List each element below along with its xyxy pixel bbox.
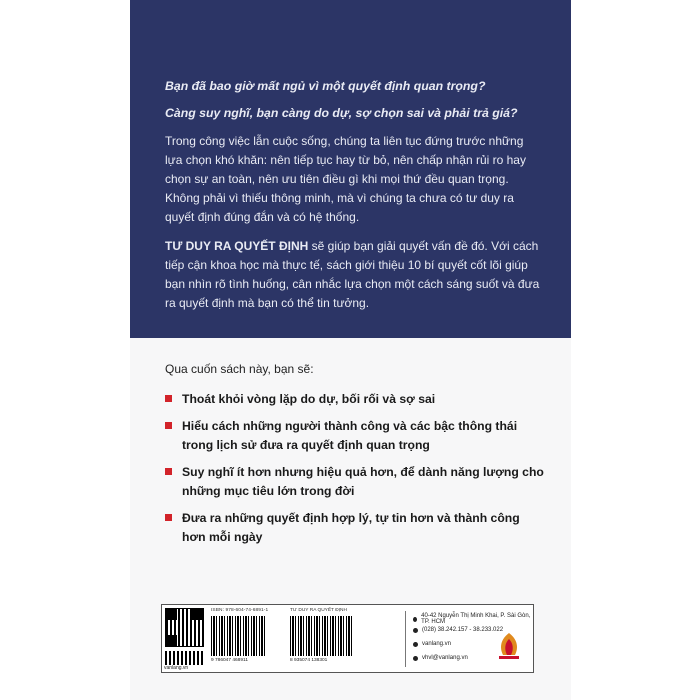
divider — [405, 611, 406, 667]
website-text: vanlang.vn — [422, 641, 452, 647]
globe-icon — [413, 642, 418, 647]
address-line — [413, 613, 533, 625]
barcode-number-1: 9 786047 468911 — [211, 658, 248, 663]
list-item — [165, 390, 545, 409]
mail-icon — [413, 656, 418, 661]
barcode-icon — [290, 616, 352, 656]
isbn-text: ISBN: 978-604-74-6891-1 — [211, 608, 269, 613]
publisher-footer — [161, 604, 534, 673]
location-icon — [413, 617, 417, 622]
bullet-text: Suy nghĩ ít hơn nhưng hiệu quả hơn, để dành năng lượng cho những mục tiêu lớn trong đời — [182, 465, 544, 498]
barcode-title: TƯ DUY RA QUYẾT ĐỊNH — [290, 608, 347, 613]
list-item — [165, 509, 545, 547]
paragraph-1: Trong công việc lẫn cuộc sống, chúng ta liên tục đứng trước những lựa chọn khó khăn: nên tiếp tục hay từ bỏ, nên chấp nhận rủi ro hay chọn sự an toàn, nên ưu tiên điều gì khi mọi thứ đều quan trọng. Không phải vì thiếu thông minh, mà vì chúng ta chưa có tư duy ra quyết định đúng đắn và có hệ thống. — [165, 134, 526, 224]
phone-icon — [413, 628, 418, 633]
paragraph-2 — [165, 237, 540, 313]
barcode-number-2: 8 935074 138301 — [290, 658, 328, 663]
email-text: vhvl@vanlang.vn — [422, 655, 468, 661]
bullet-text: Hiểu cách những người thành công và các bậc thông thái trong lịch sử đưa ra quyết định quan trọng — [182, 419, 518, 452]
red-square-bullet-icon — [165, 395, 172, 402]
website-line — [413, 641, 451, 647]
blue-panel — [130, 0, 571, 338]
qr-pattern — [165, 651, 204, 665]
list-item — [165, 463, 545, 501]
phone-line — [413, 627, 503, 633]
phone-text: (028) 38.242.157 - 38.233.022 — [422, 627, 504, 633]
list-item — [165, 417, 545, 455]
question-1: Bạn đã bao giờ mất ngủ vì một quyết định quan trọng? — [165, 79, 486, 93]
paragraph-2-body: sẽ giúp bạn giải quyết vấn đề đó. Với cách tiếp cận khoa học mà thực tế, sách giới thiệu 10 bí quyết cốt lõi giúp bạn nhìn rõ tình huống, cân nhắc lựa chọn một cách sáng suốt và đưa ra quyết định mà bạn có thể tin tưởng. — [165, 239, 540, 310]
publisher-logo-icon — [493, 631, 525, 661]
benefits-section — [165, 361, 545, 555]
barcode-icon — [211, 616, 265, 656]
blue-panel-text — [165, 78, 540, 313]
benefits-intro: Qua cuốn sách này, bạn sẽ: — [165, 362, 314, 376]
book-back-cover — [130, 0, 571, 700]
question-2: Càng suy nghĩ, bạn càng do dự, sợ chọn sai và phải trả giá? — [165, 106, 518, 120]
email-line — [413, 655, 468, 661]
publisher-site: vanlang.vn — [164, 665, 189, 671]
book-title-inline: TƯ DUY RA QUYẾT ĐỊNH — [165, 239, 309, 253]
address-text: 40-42 Nguyễn Thị Minh Khai, P. Sài Gòn, TP. HCM — [421, 613, 531, 625]
red-square-bullet-icon — [165, 514, 172, 521]
bullet-text: Thoát khỏi vòng lặp do dự, bối rối và sợ sai — [182, 392, 436, 406]
qr-code-icon — [165, 608, 204, 647]
bullet-text: Đưa ra những quyết định hợp lý, tự tin hơn và thành công hơn mỗi ngày — [182, 511, 520, 544]
red-square-bullet-icon — [165, 468, 172, 475]
red-square-bullet-icon — [165, 422, 172, 429]
